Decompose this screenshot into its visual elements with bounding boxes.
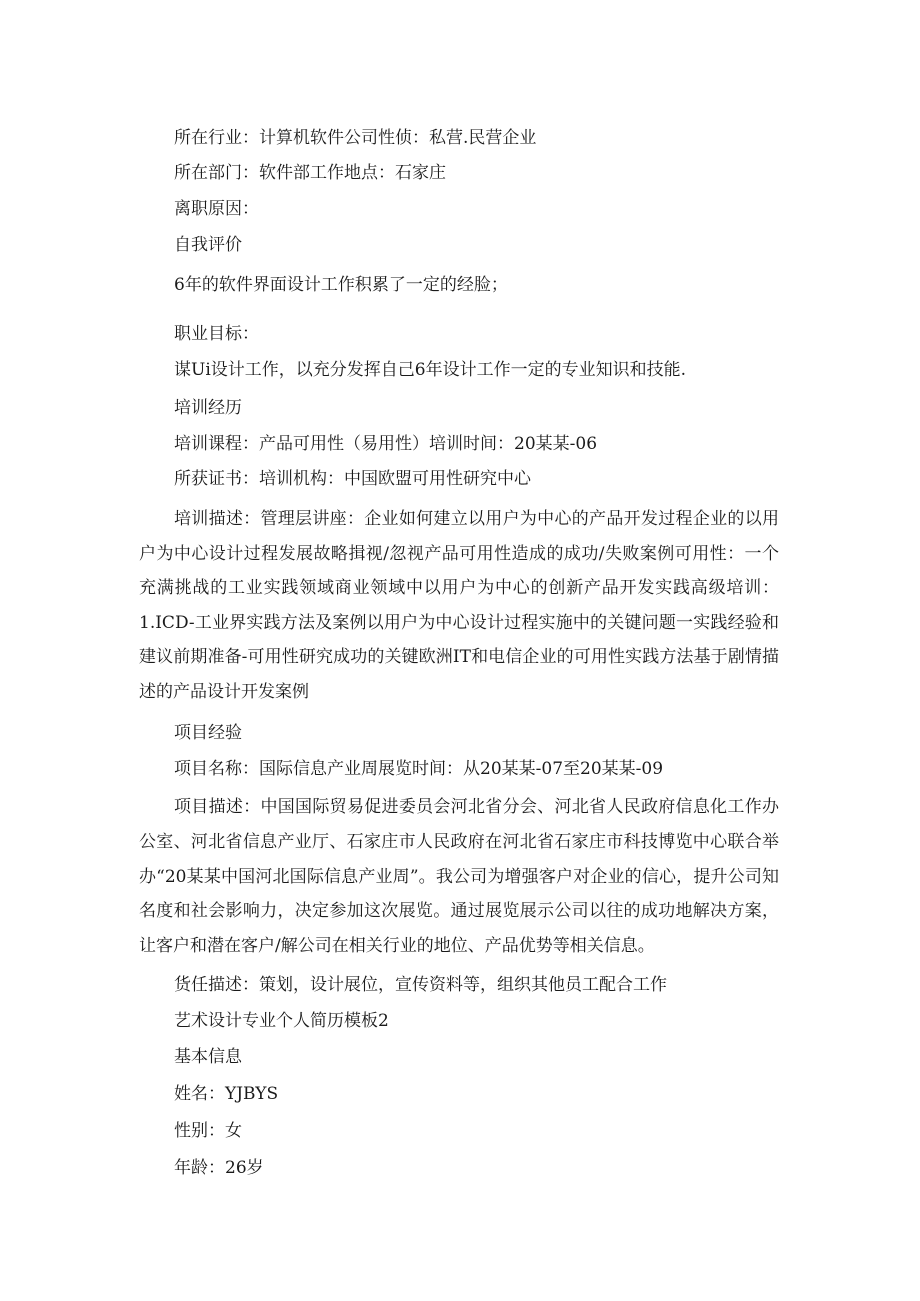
department-line: 所在部门：软件部工作地点：石家庄: [174, 163, 446, 183]
career-goal-text: 谋Ui设计工作，以充分发挥自己6年设计工作一定的专业知识和技能.: [174, 360, 686, 380]
duty-description-line: 货任描述：策划，设计展位，宣传资料等，组织其他员工配合工作: [174, 975, 667, 995]
training-heading: 培训经历: [174, 398, 242, 418]
career-goal-label: 职业目标：: [174, 324, 259, 344]
project-name-line: 项目名称：国际信息产业周展览时间：从20某某-07至20某某-09: [174, 759, 664, 779]
leave-reason-line: 离职原因：: [174, 199, 259, 219]
industry-line: 所在行业：计算机软件公司性侦：私营.民营企业: [174, 128, 537, 148]
self-evaluation-heading: 自我评价: [174, 235, 242, 255]
self-evaluation-text: 6年的软件界面设计工作积累了一定的经脸；: [174, 275, 508, 295]
training-course-line: 培训课程：产品可用性（易用性）培训时间：20某某-06: [174, 434, 598, 454]
training-description: 培训描述：管理层讲座：企业如何建立以用户为中心的产品开发过程企业的以用户为中心设计过程发展故略揖视/忽视产品可用性造成的成功/失败案例可用性：一个充满挑战的工业实践领域商业领域中以用户为中心的创新产品开发实践高级培训：1.ICD-工业界实践方法及案例以用户为中心设计过程实施中的关键问题一实践经验和建议前期准备-可用性研究成功的关键欧洲IT和电信企业的可用性实践方法基于剧情描述的产品设计开发案例: [139, 509, 779, 702]
project-experience-heading: 项目经验: [174, 723, 242, 743]
basic-info-heading: 基本信息: [174, 1047, 242, 1067]
certificate-line: 所获证书：培训机构：中国欧盟可用性研究中心: [174, 469, 531, 489]
name-line: 姓名：YJBYS: [174, 1084, 279, 1104]
project-description: 项目描述：中国国际贸易促进委员会河北省分会、河北省人民政府信息化工作办公室、河北省信息产业厅、石家庄市人民政府在河北省石家庄市科技博览中心联合举办“20某某中国河北国际信息产业周”。我公司为增强客户对企业的信心，提升公司知名度和社会影响力，决定参加这次展览。通过展览展示公司以往的成功地解决方案，让客户和潜在客户/解公司在相关行业的地位、产品优势等相关信息。: [139, 797, 779, 957]
template-title: 艺术设计专业个人简历模板2: [174, 1011, 389, 1031]
age-line: 年龄：26岁: [174, 1158, 264, 1178]
gender-line: 性别：女: [174, 1121, 242, 1141]
